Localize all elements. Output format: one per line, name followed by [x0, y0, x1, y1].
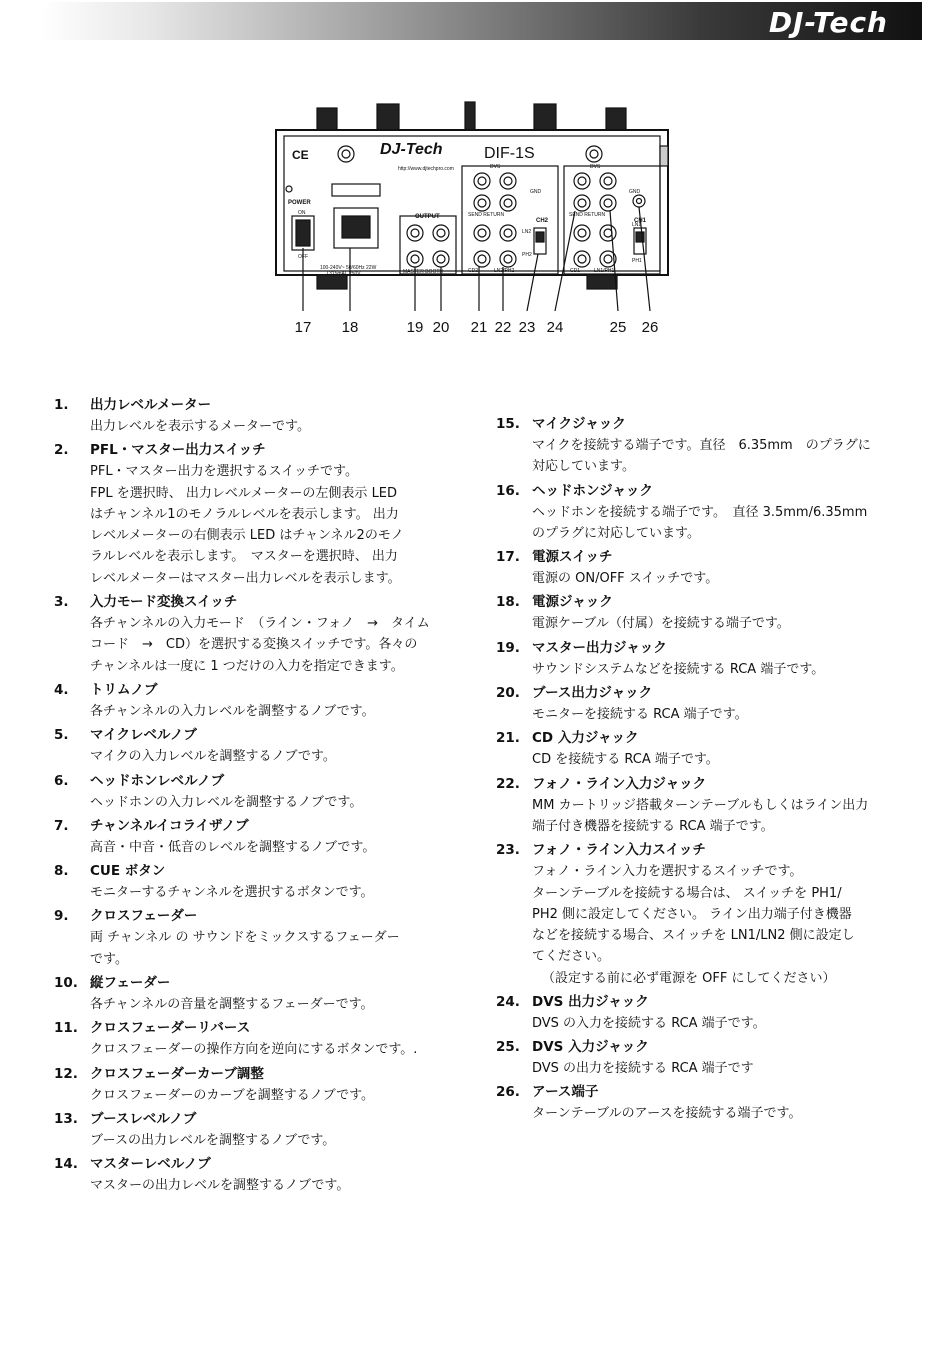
item-number: 8. — [54, 863, 69, 880]
item-description: コード → CD）を選択する変換スイッチです。各々の — [90, 637, 418, 653]
brand-logo: DJ-Tech — [768, 6, 888, 39]
item-title — [496, 414, 906, 435]
item-heading: DVS 入力ジャック — [532, 1039, 649, 1056]
item-heading: マイクジャック — [532, 416, 626, 432]
item-title — [54, 771, 474, 792]
list-item — [54, 1109, 474, 1151]
callout-number: 22 — [494, 319, 512, 336]
item-number: 6. — [54, 772, 69, 789]
list-item — [496, 774, 906, 838]
svg-text:LN1/PH1: LN1/PH1 — [594, 268, 615, 274]
svg-text:LN2/PH2: LN2/PH2 — [494, 268, 515, 274]
item-number: 3. — [54, 594, 69, 611]
list-item — [496, 1082, 906, 1124]
left-column — [54, 395, 474, 1200]
item-title — [496, 992, 906, 1013]
item-number: 13. — [54, 1110, 78, 1127]
item-heading: 縦フェーダー — [90, 975, 171, 992]
item-description: ターンテーブルのアースを接続する端子です。 — [532, 1106, 802, 1122]
item-description: のプラグに対応しています。 — [532, 525, 700, 541]
item-title — [54, 1154, 474, 1175]
callout-number: 25 — [609, 319, 627, 336]
list-item — [496, 728, 906, 770]
item-description: クロスフェーダーの操作方向を逆向にするボタンです。. — [90, 1042, 418, 1058]
knob-icon — [317, 108, 337, 130]
item-description: 各チャンネルの入力レベルを調整するノブです。 — [90, 703, 375, 719]
item-description: MM カートリッジ搭載ターンテーブルもしくはライン出力 — [532, 797, 869, 813]
list-item — [54, 816, 474, 858]
svg-text:GND: GND — [530, 189, 542, 195]
svg-text:DVS: DVS — [590, 164, 601, 170]
item-description: マスターの出力レベルを調整するノブです。 — [90, 1178, 350, 1194]
item-number: 15. — [496, 416, 520, 432]
svg-text:DJ-Tech: DJ-Tech — [380, 141, 443, 158]
item-description: DVS の出力を接続する RCA 端子です — [532, 1061, 754, 1077]
item-heading: フォノ・ライン入力ジャック — [532, 775, 707, 792]
item-heading: チャンネルイコライザノブ — [90, 817, 249, 834]
item-heading: 電源ジャック — [532, 594, 613, 611]
svg-text:CH2: CH2 — [536, 218, 549, 224]
item-title — [496, 481, 906, 502]
item-description: サウンドシステムなどを接続する RCA 端子です。 — [532, 661, 825, 677]
item-heading: ブース出力ジャック — [532, 685, 653, 702]
list-item — [54, 906, 474, 970]
item-heading: CUE ボタン — [90, 863, 166, 880]
item-title — [54, 861, 474, 882]
item-description: DVS の入力を接続する RCA 端子です。 — [532, 1015, 766, 1031]
item-title — [496, 840, 906, 861]
item-heading: 入力モード変換スイッチ — [90, 594, 238, 611]
item-description: フォノ・ライン入力を選択するスイッチです。 — [532, 864, 803, 880]
item-title — [496, 592, 906, 613]
item-number: 1. — [54, 397, 69, 413]
item-number: 18. — [496, 594, 520, 611]
item-number: 9. — [54, 908, 69, 925]
list-item — [496, 840, 906, 988]
item-number: 19. — [496, 639, 520, 656]
svg-text:T315mAL 250V: T315mAL 250V — [326, 271, 361, 277]
list-item — [54, 725, 474, 767]
svg-text:CH1: CH1 — [634, 218, 647, 224]
item-number: 16. — [496, 482, 520, 499]
item-description: チャンネルは一度に 1 つだけの入力を指定できます。 — [90, 658, 404, 674]
fader-icon — [465, 102, 475, 130]
item-number: 22. — [496, 775, 520, 792]
header-bar — [40, 2, 922, 40]
right-column — [496, 414, 906, 1128]
item-description: ターンテーブルを接続する場合は、 スイッチを PH1/ — [532, 885, 842, 901]
item-description: マイクを接続する端子です。直径 6.35mm のプラグに — [532, 438, 871, 453]
list-item — [54, 1064, 474, 1106]
item-description: 電源ケーブル（付属）を接続する端子です。 — [532, 616, 790, 632]
list-item — [496, 414, 906, 478]
item-number: 10. — [54, 975, 78, 992]
item-description: 端子付き機器を接続する RCA 端子です。 — [532, 818, 774, 834]
item-description: モニターを接続する RCA 端子です。 — [532, 707, 748, 723]
callout-number: 23 — [518, 319, 536, 336]
svg-text:PH2: PH2 — [522, 252, 532, 258]
callout-number: 19 — [406, 319, 424, 336]
svg-text:DIF-1S: DIF-1S — [484, 145, 535, 162]
item-description: モニターするチャンネルを選択するボタンです。 — [90, 885, 374, 901]
svg-text:PH1: PH1 — [632, 258, 642, 264]
item-title — [54, 440, 474, 461]
item-description: レベルメーターの右側表示 LED はチャンネル2のモノ — [90, 528, 404, 544]
item-heading: 出力レベルメーター — [90, 397, 212, 413]
item-description: レベルメーターはマスター出力レベルを表示します。 — [90, 570, 401, 586]
list-item — [54, 440, 474, 589]
item-description: です。 — [90, 951, 128, 967]
item-title — [54, 1109, 474, 1130]
item-description: PFL・マスター出力を選択するスイッチです。 — [90, 464, 358, 480]
list-item — [496, 481, 906, 545]
svg-text:DVS: DVS — [490, 164, 501, 170]
item-heading: ヘッドホンジャック — [532, 482, 653, 499]
item-title — [496, 683, 906, 704]
item-number: 4. — [54, 681, 69, 698]
item-heading: マスター出力ジャック — [532, 639, 667, 656]
item-heading: クロスフェーダーリバース — [90, 1020, 251, 1037]
item-description: CD を接続する RCA 端子です。 — [532, 752, 719, 768]
item-heading: クロスフェーダー — [90, 908, 198, 925]
knob-icon — [377, 104, 399, 130]
item-number: 7. — [54, 817, 69, 834]
item-heading: 電源スイッチ — [532, 549, 613, 566]
item-title — [496, 728, 906, 749]
item-description: 電源の ON/OFF スイッチです。 — [532, 571, 719, 587]
item-number: 26. — [496, 1084, 520, 1101]
item-number: 25. — [496, 1039, 520, 1056]
knob-icon — [534, 104, 556, 130]
rear-panel-diagram — [272, 96, 672, 346]
callout-number: 20 — [432, 319, 450, 336]
item-number: 5. — [54, 727, 69, 744]
list-item — [54, 1018, 474, 1060]
item-description: FPL を選択時、 出力レベルメーターの左側表示 LED — [90, 485, 398, 501]
list-item — [54, 1154, 474, 1196]
item-description: PH2 側に設定してください。 ライン出力端子付き機器 — [532, 906, 852, 922]
item-number: 24. — [496, 993, 520, 1010]
svg-text:CD1: CD1 — [570, 268, 581, 274]
svg-text:ON: ON — [298, 210, 306, 216]
item-description: 高音・中音・低音のレベルを調整するノブです。 — [90, 839, 376, 855]
item-title — [54, 592, 474, 613]
list-item — [54, 592, 474, 677]
item-heading: フォノ・ライン入力スイッチ — [532, 842, 706, 859]
callout-number: 24 — [546, 319, 564, 336]
callout-number: 18 — [341, 319, 359, 336]
list-item — [496, 547, 906, 589]
item-title — [496, 638, 906, 659]
item-number: 2. — [54, 442, 69, 459]
svg-text:http://www.djtechpro.com: http://www.djtechpro.com — [398, 166, 454, 172]
item-description: 対応しています。 — [532, 459, 635, 475]
item-description: マイクの入力レベルを調整するノブです。 — [90, 749, 336, 765]
list-item — [54, 861, 474, 903]
item-heading: トリムノブ — [90, 681, 158, 698]
item-title — [54, 1018, 474, 1039]
svg-text:MASTER BOOTH: MASTER BOOTH — [403, 269, 444, 275]
item-number: 20. — [496, 685, 520, 702]
item-heading: マスターレベルノブ — [90, 1156, 211, 1173]
item-title — [496, 547, 906, 568]
item-title — [496, 774, 906, 795]
callout-number: 17 — [294, 319, 312, 336]
svg-text:OFF: OFF — [298, 254, 308, 260]
item-title — [496, 1082, 906, 1103]
item-description: ヘッドホンの入力レベルを調整するノブです。 — [90, 794, 363, 810]
item-heading: PFL・マスター出力スイッチ — [90, 442, 266, 459]
item-title — [54, 1064, 474, 1085]
item-description: はチャンネル1のモノラルレベルを表示します。 出力 — [90, 506, 399, 522]
item-heading: CD 入力ジャック — [532, 730, 639, 747]
svg-text:LN1: LN1 — [632, 222, 642, 228]
item-number: 14. — [54, 1156, 78, 1173]
list-item — [54, 680, 474, 722]
list-item — [54, 395, 474, 437]
item-title — [496, 1037, 906, 1058]
item-number: 17. — [496, 549, 520, 566]
svg-text:SEND RETURN: SEND RETURN — [468, 212, 505, 218]
item-heading: アース端子 — [532, 1084, 599, 1101]
svg-text:SEND RETURN: SEND RETURN — [569, 212, 606, 218]
item-number: 21. — [496, 730, 520, 747]
item-heading: ブースレベルノブ — [90, 1110, 197, 1127]
callout-number: 26 — [641, 319, 659, 336]
knob-icon — [606, 108, 626, 130]
list-item — [496, 683, 906, 725]
list-item — [496, 1037, 906, 1079]
list-item — [496, 592, 906, 634]
item-title — [54, 725, 474, 746]
callout-number: 21 — [470, 319, 488, 336]
item-number: 11. — [54, 1020, 78, 1037]
item-description: クロスフェーダーのカーブを調整するノブです。 — [90, 1087, 375, 1103]
item-title — [54, 680, 474, 701]
item-heading: ヘッドホンレベルノブ — [90, 772, 225, 789]
item-note: （設定する前に必ず電源を OFF にしてください） — [542, 970, 836, 986]
svg-text:CE: CE — [292, 148, 309, 162]
list-item — [496, 992, 906, 1034]
item-number: 23. — [496, 842, 520, 859]
svg-text:GND: GND — [629, 189, 641, 195]
item-title — [54, 973, 474, 994]
svg-text:CD2: CD2 — [468, 268, 479, 274]
item-description: 両 チャンネル の サウンドをミックスするフェーダー — [90, 930, 400, 946]
list-item — [54, 771, 474, 813]
item-description: 各チャンネルの音量を調整するフェーダーです。 — [90, 997, 374, 1013]
item-number: 12. — [54, 1065, 78, 1082]
item-description: ラルレベルを表示します。 マスターを選択時、 出力 — [90, 549, 398, 565]
item-heading: マイクレベルノブ — [90, 727, 197, 744]
svg-text:POWER: POWER — [288, 200, 311, 206]
item-heading: クロスフェーダーカーブ調整 — [90, 1065, 264, 1082]
item-description: 出力レベルを表示するメーターです。 — [90, 419, 310, 434]
svg-text:OUTPUT: OUTPUT — [415, 214, 440, 220]
item-description: 各チャンネルの入力モード （ライン・フォノ → タイム — [90, 616, 430, 632]
item-heading: DVS 出力ジャック — [532, 993, 649, 1010]
svg-text:LN2: LN2 — [522, 229, 532, 235]
item-description: などを接続する場合、スイッチを LN1/LN2 側に設定し — [532, 928, 855, 944]
item-title — [54, 906, 474, 927]
list-item — [54, 973, 474, 1015]
item-description: てください。 — [532, 949, 611, 965]
svg-text:100-240V~ 50/60Hz 22W: 100-240V~ 50/60Hz 22W — [320, 265, 377, 271]
item-description: ヘッドホンを接続する端子です。 直径 3.5mm/6.35mm — [532, 504, 868, 520]
list-item — [496, 638, 906, 680]
item-description: ブースの出力レベルを調整するノブです。 — [90, 1132, 336, 1148]
item-title — [54, 395, 474, 416]
item-title — [54, 816, 474, 837]
